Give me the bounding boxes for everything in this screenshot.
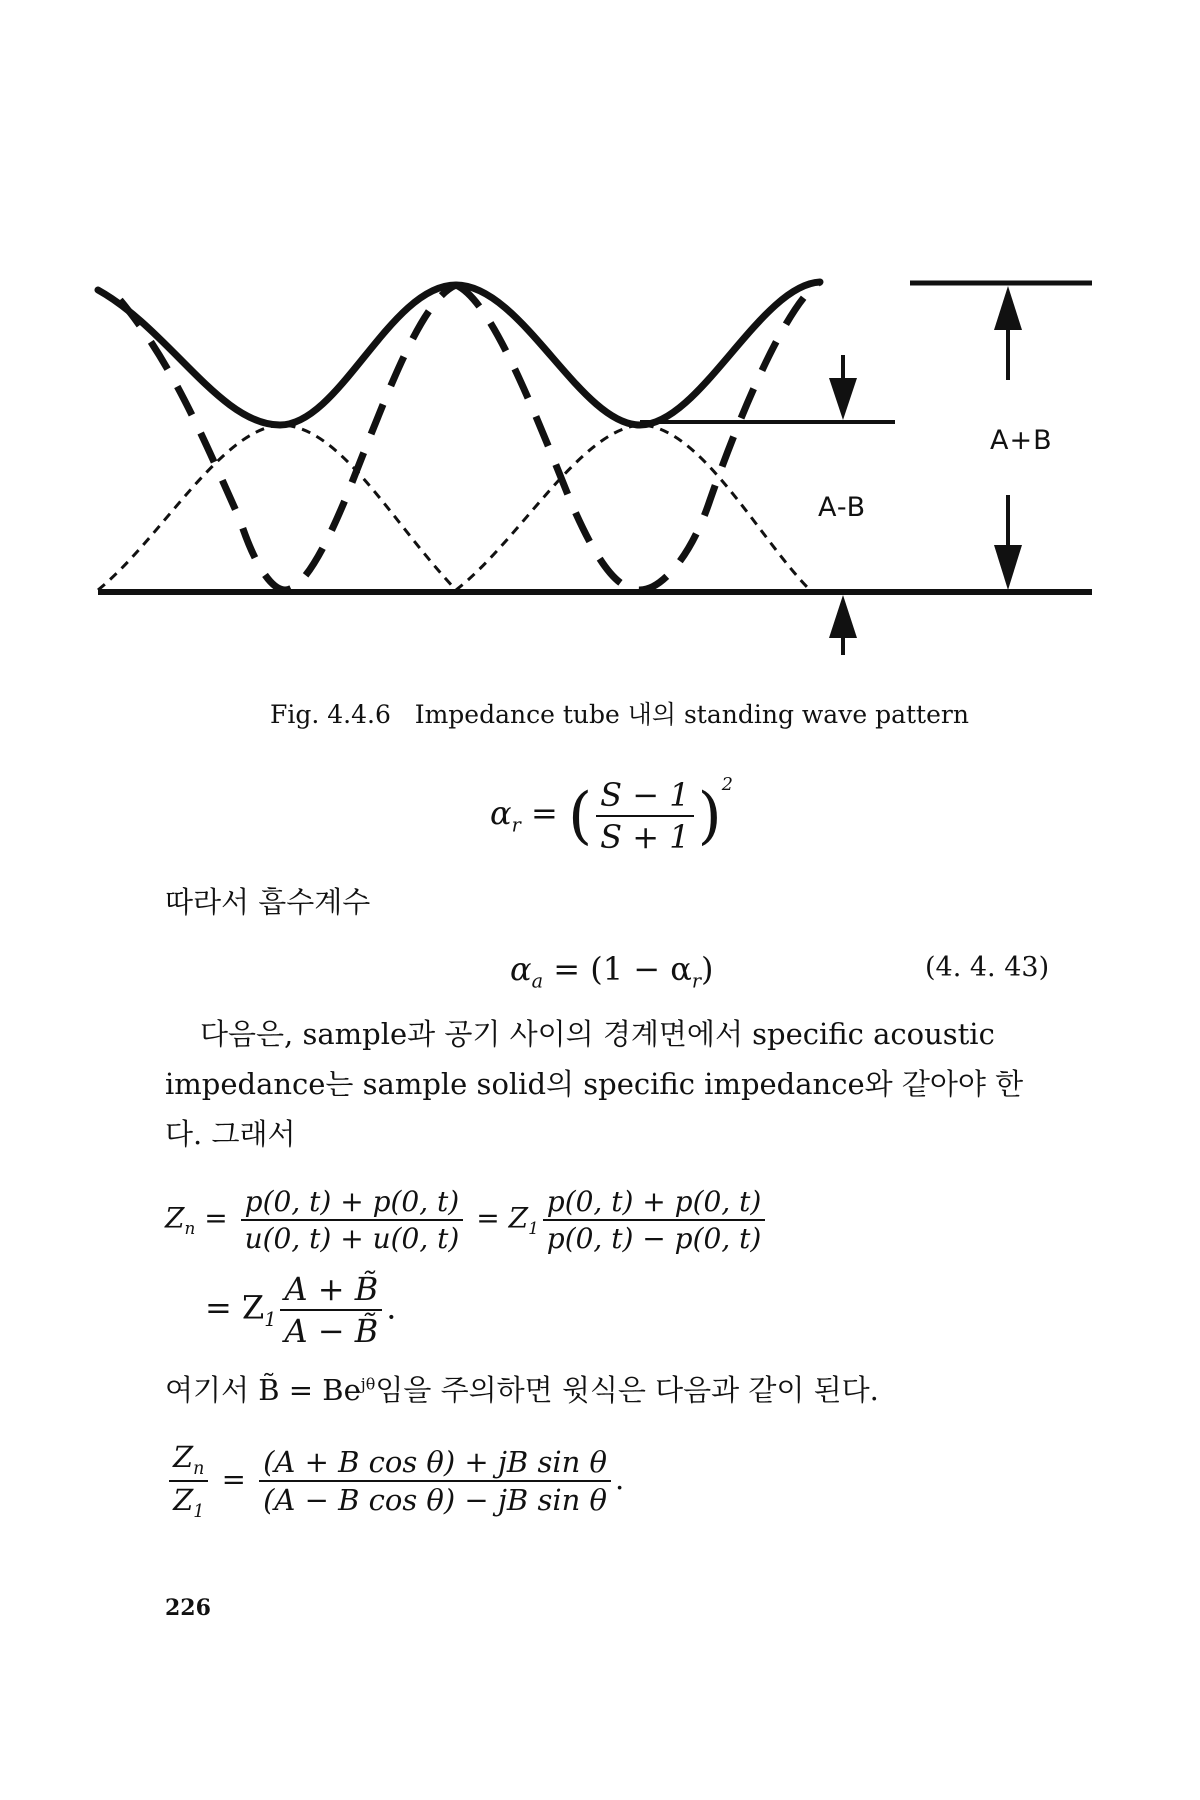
paragraph-line-3: 다. 그래서 [165, 1117, 296, 1151]
paragraph-line-2: impedance는 sample solid의 specific impedance와 같아야 한 [165, 1067, 1024, 1101]
pressure-ratio-fraction [543, 1185, 766, 1255]
zn-symbol: Z [165, 1201, 185, 1235]
figure-number: Fig. 4.4.6 [270, 700, 391, 729]
ab-diff: A − B̃ [284, 1312, 379, 1350]
right-paren: ) [697, 778, 722, 852]
absorption-equation [510, 950, 714, 992]
fraction-denominator: S + 1 [600, 817, 690, 856]
zn-equation-line-1: $Z_n$ = $\frac{p(0, t) + p(0, t)}{u(0, t) + u(0, t)}$ = $Z_1$ $\frac{p(0, t) + p(0, t)}{p(0, t) - p(0, t)}$ [165, 1185, 769, 1255]
reflection-equation: $\alpha_r$ = ( $\frac{S - 1}{S + 1}$ )$^2$ [490, 775, 733, 856]
final-denominator: (A − B cos θ) − jB sin θ [263, 1482, 607, 1517]
z1-symbol: Z [508, 1201, 529, 1235]
alpha-symbol: α [490, 794, 512, 832]
zn-equation-line-2: = $Z_1$ $\frac{A + B̃}{A - B̃}$ . [205, 1270, 397, 1350]
final-z1: Z [173, 1482, 194, 1517]
paragraph-line-1: 다음은, sample과 공기 사이의 경계면에서 specific acoustic [200, 1017, 995, 1051]
alpha-subscript: r [511, 813, 521, 837]
btilde-post: 임을 주의하면 윗식은 다음과 같이 된다. [375, 1373, 879, 1407]
z1-subscript: 1 [528, 1218, 539, 1239]
final-equation: $\frac{Z_n}{Z_1}$ = $\frac{\text{(A + B cos θ) + jB sin θ}}{\text{(A − B cos θ) − jB sin θ}}$ . [165, 1440, 624, 1522]
standing-wave-envelope [98, 282, 820, 425]
equation-number: (4. 4. 43) [925, 952, 1050, 983]
figure-caption-text: Impedance tube 내의 standing wave pattern [414, 700, 969, 729]
ab-fraction [280, 1270, 382, 1350]
final-zn-sub: n [193, 1458, 205, 1479]
pressure-sum: p(0, t) + p(0, t) [241, 1185, 464, 1221]
exponent: 2 [721, 775, 733, 795]
zn-over-z1 [169, 1440, 208, 1522]
alpha-a-subscript: a [531, 969, 544, 993]
z1-prefix: = Z [205, 1288, 265, 1327]
velocity-sum: u(0, t) + u(0, t) [244, 1222, 460, 1255]
pressure-velocity-fraction [241, 1185, 464, 1255]
final-numerator: (A + B cos θ) + jB sin θ [259, 1445, 611, 1482]
sum-arrow-down-head [994, 545, 1022, 590]
absorption-intro: 따라서 흡수계수 [165, 885, 371, 919]
thick-dashed-wave-1 [120, 285, 456, 590]
ab-sum: A + B̃ [280, 1270, 382, 1311]
btilde-exponent: jθ [360, 1374, 376, 1394]
pressure-diff: p(0, t) − p(0, t) [546, 1222, 762, 1255]
standing-wave-figure [0, 0, 1200, 700]
absorption-rhs: = (1 − α [553, 950, 692, 988]
label-a-plus-b: A+B [990, 425, 1053, 456]
left-paren: ( [567, 778, 593, 852]
diff-arrow-up-head [829, 595, 857, 638]
final-z1-sub: 1 [193, 1501, 205, 1522]
sum-arrow-up-head [994, 286, 1022, 330]
alpha-a-symbol: α [510, 950, 532, 988]
diff-arrow-down-head [829, 378, 857, 420]
btilde-pre: 여기서 B̃ = Be [165, 1373, 361, 1407]
page-number: 226 [165, 1595, 211, 1621]
final-rhs-fraction [259, 1445, 611, 1517]
z1-prefix-subscript: 1 [264, 1307, 277, 1331]
absorption-rhs-end: ) [701, 950, 714, 988]
fraction-numerator: S − 1 [596, 776, 693, 817]
figure-caption [270, 695, 969, 731]
zn-subscript: n [184, 1218, 196, 1239]
pressure-sum-2: p(0, t) + p(0, t) [543, 1185, 766, 1221]
final-zn: Z [173, 1440, 194, 1474]
alpha-r-subscript: r [691, 969, 702, 993]
btilde-sentence [165, 1368, 879, 1409]
fraction [596, 776, 693, 856]
thick-dashed-wave-2 [456, 282, 820, 590]
label-a-minus-b: A-B [818, 492, 867, 523]
